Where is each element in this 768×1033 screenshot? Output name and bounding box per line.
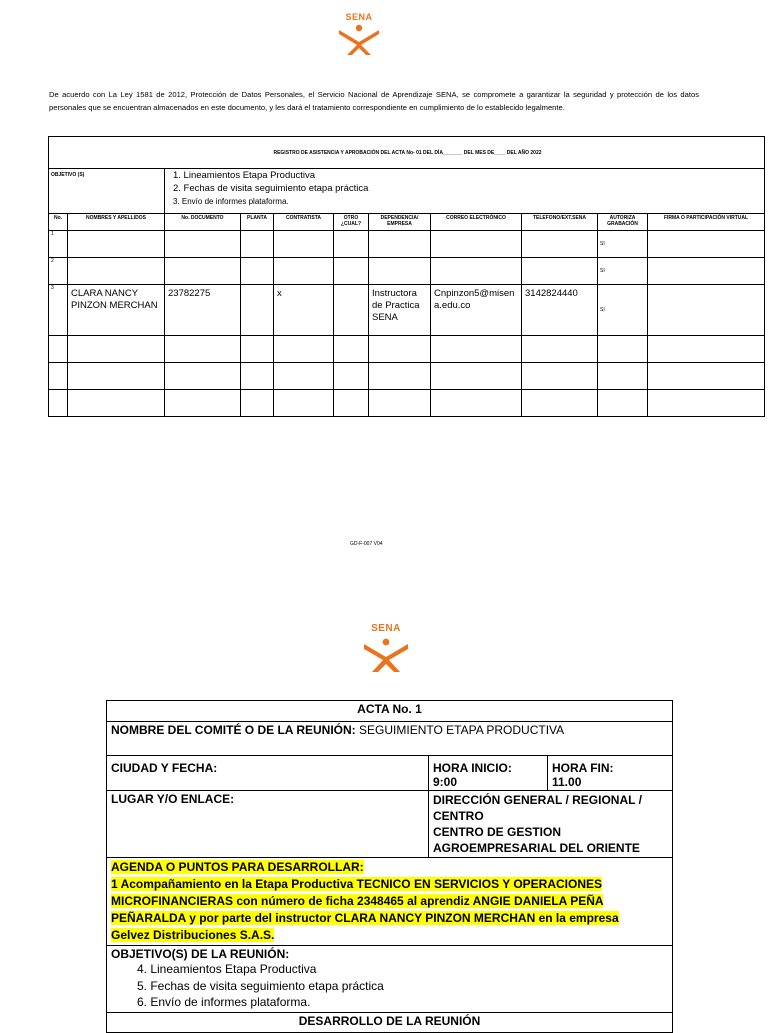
sena-logo-top <box>331 12 387 56</box>
logo-text: SENA <box>371 623 401 634</box>
contratista-cell: x <box>274 285 334 336</box>
agenda-item <box>111 877 619 925</box>
start-time-cell <box>429 756 548 791</box>
end-time-value: 11.00 <box>552 775 582 789</box>
row-number: 3 <box>49 285 68 336</box>
direction-value: CENTRO DE GESTION AGROEMPRESARIAL DEL ORIENTE <box>433 825 640 855</box>
objective-item: 6. Envío de informes plataforma. <box>137 995 311 1009</box>
objective-item: 1. Lineamientos Etapa Productiva <box>173 170 316 181</box>
attendance-title: REGISTRO DE ASISTENCIA Y APROBACIÓN DEL ACTA No- 01 DEL DÍA_______ DEL MES DE____ DEL AÑO 2022 <box>49 137 765 169</box>
row-number: 1 <box>49 231 68 258</box>
table-row <box>49 258 765 285</box>
signature-cell[interactable] <box>648 231 765 258</box>
logo-text: SENA <box>345 12 373 22</box>
col-header: FIRMA O PARTICIPACIÓN VIRTUAL <box>648 214 765 231</box>
acta-table <box>106 700 673 1033</box>
committee-label: NOMBRE DEL COMITÉ O DE LA REUNIÓN: <box>111 723 356 737</box>
objective-item: 5. Fechas de visita seguimiento etapa práctica <box>137 978 384 993</box>
development-label: DESARROLLO DE LA REUNIÓN <box>107 1012 673 1032</box>
col-header: No. DOCUMENTO <box>165 214 241 231</box>
objectives-list <box>111 961 668 1011</box>
phone-cell: 3142824440 <box>522 285 598 336</box>
form-code: GD-F-007 V04 <box>350 541 383 547</box>
data-protection-notice: De acuerdo con La Ley 1581 de 2012, Protección de Datos Personales, el Servicio Nacional de Aprendizaje SENA, se compromete a garantizar la seguridad y protección de los datos personales que se encuentran almacenados en este documento, y les dará el tratamiento correspondiente en cumplimiento de lo establecido legalmente. <box>49 90 699 112</box>
direction-label: DIRECCIÓN GENERAL / REGIONAL / CENTRO <box>433 793 642 823</box>
objective-label: OBJETIVO (S) <box>49 169 165 214</box>
document-cell: 23782275 <box>165 285 241 336</box>
sena-logo-bottom <box>358 623 414 673</box>
table-row <box>49 390 765 417</box>
signature-cell[interactable] <box>648 258 765 285</box>
agenda-text: Acompañamiento en la Etapa Productiva TECNICO EN SERVICIOS Y OPERACIONES MICROFINANCIERAS con número de ficha 2348465 al aprendiz ANGIE DANIELA PEÑA PEÑARALDA y por parte del instructor CLARA NANCY PINZON MERCHAN en la empresa <box>111 877 619 925</box>
end-time-cell <box>548 756 673 791</box>
attendance-header-row <box>49 214 765 231</box>
agenda-cell <box>107 858 673 946</box>
committee-value: SEGUIMIENTO ETAPA PRODUCTIVA <box>359 723 565 737</box>
table-row <box>49 231 765 258</box>
place-label: LUGAR Y/O ENLACE: <box>107 791 429 858</box>
committee-row <box>107 722 673 756</box>
objective-item: 3. Envío de informes plataforma. <box>173 197 289 206</box>
col-header: OTRO ¿CUAL? <box>334 214 369 231</box>
planta-cell <box>241 285 274 336</box>
end-time-label: HORA FIN: <box>552 761 614 775</box>
autoriza-cell: SI <box>598 231 648 258</box>
dependency-cell: Instructora de Practica SENA <box>369 285 431 336</box>
table-row <box>49 285 765 336</box>
objective-item: 4. Lineamientos Etapa Productiva <box>137 962 317 976</box>
col-header: CORREO ELECTRÓNICO <box>431 214 522 231</box>
agenda-number: 1 <box>111 877 118 891</box>
agenda-label: AGENDA O PUNTOS PARA DESARROLLAR: <box>111 860 364 874</box>
autoriza-cell: SI <box>598 285 648 336</box>
name-cell: CLARA NANCY PINZON MERCHAN <box>68 285 165 336</box>
col-header: NOMBRES Y APELLIDOS <box>68 214 165 231</box>
otro-cell <box>334 285 369 336</box>
autoriza-cell: SI <box>598 258 648 285</box>
col-header: TELEFONO/EXT.SENA <box>522 214 598 231</box>
email-cell: Cnpinzon5@misena.edu.co <box>431 285 522 336</box>
col-header: No. <box>49 214 68 231</box>
signature-cell[interactable] <box>648 285 765 336</box>
start-time-value: 9:00 <box>433 775 458 789</box>
objective-list <box>165 169 765 214</box>
agenda-company: Gelvez Distribuciones S.A.S. <box>111 928 275 942</box>
attendance-table <box>48 136 765 417</box>
row-number: 2 <box>49 258 68 285</box>
col-header: PLANTA <box>241 214 274 231</box>
table-row <box>49 363 765 390</box>
start-time-label: HORA INICIO: <box>433 761 512 775</box>
direction-cell <box>429 791 673 858</box>
objective-item: 2. Fechas de visita seguimiento etapa práctica <box>173 183 369 194</box>
objectives-cell <box>107 946 673 1013</box>
acta-title: ACTA No. 1 <box>107 701 673 722</box>
objectives-label: OBJETIVO(S) DE LA REUNIÓN: <box>111 947 290 961</box>
col-header: CONTRATISTA <box>274 214 334 231</box>
city-date-label: CIUDAD Y FECHA: <box>107 756 429 791</box>
col-header: DEPENDENCIA/ EMPRESA <box>369 214 431 231</box>
table-row <box>49 336 765 363</box>
col-header: AUTORIZA GRABACIÓN <box>598 214 648 231</box>
